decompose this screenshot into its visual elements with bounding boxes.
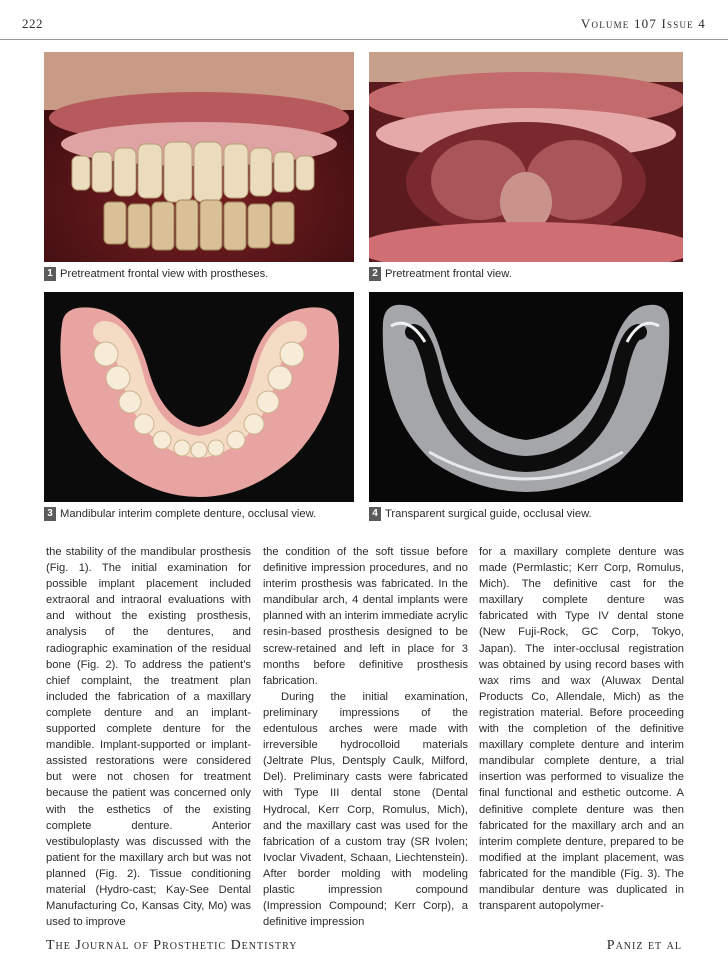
volume-issue: Volume 107 Issue 4 <box>580 16 706 31</box>
figure-1-caption <box>44 267 268 281</box>
paragraph: the condition of the soft tissue before definitive impression procedures, and no interim prosthesis was fabricated. In the mandibular arch, 4 dental implants were planned with an interim immediate acrylic resin-based prosthesis designed to be screw-retained and left in place for 3 months before definitive prosthesis fabrication. <box>263 546 468 687</box>
page-number: 222 <box>22 16 43 31</box>
caption-text: Pretreatment frontal view. <box>385 268 512 280</box>
figure-1-photo <box>44 52 354 262</box>
figure-number-badge: 2 <box>369 267 381 281</box>
figure-number-badge: 3 <box>44 507 56 521</box>
figure-4-caption <box>369 507 592 521</box>
figure-2-photo <box>369 52 683 262</box>
figure-4-photo <box>369 292 683 502</box>
figure-3-caption <box>44 507 316 521</box>
paragraph: the stability of the mandibular prosthesis (Fig. 1). The initial examination for possible implant placement included extraoral and intraoral evaluations with and without the existing prosthesis, analysis of the dentures, and radiographic examination of the residual bone (Fig. 2). To address the patient’s chief complaint, the treatment plan included the fabrication of a maxillary complete denture and an implant-supported complete denture for the mandible. Implant-supported or implant-assisted restorations were considered but were not chosen for treatment because the patient was concerned only with the esthetics of the existing complete denture. Anterior vestibuloplasty was discussed with the patient for the maxillary arch but was not planned (Fig. 2). Tissue conditioning material (Hydro-cast; Kay-See Dental Manufacturing Co, Kansas City, Mo) was used to improve <box>46 546 251 929</box>
caption-text: Pretreatment frontal view with prostheses. <box>60 268 269 280</box>
author-name: Paniz et al <box>606 938 682 953</box>
journal-title: The Journal of Prosthetic Dentistry <box>46 938 298 953</box>
figure-number-badge: 1 <box>44 267 56 281</box>
figure-2-caption <box>369 267 512 281</box>
paragraph: for a maxillary complete denture was made (Permlastic; Kerr Corp, Romulus, Mich). The definitive cast for the maxillary complete denture was fabricated with Type IV dental stone (New Fuji-Rock, GC Corp, Tokyo, Japan). The inter-occlusal registration was obtained by using record bases with wax rims and wax (Aluwax Dental Products Co, Allendale, Mich) as the registration material. Before proceeding with the completion of the definitive maxillary complete denture and interim mandibular complete denture, a trial insertion was performed to visualize the final functional and esthetic outcome. A definitive complete denture was then fabricated for the maxillary arch and an interim complete denture, prepared to be modified at the implant placement, was fabricated for the mandible (Fig. 3). The mandibular denture was duplicated in transparent autopolymer- <box>479 546 684 913</box>
caption-text: Mandibular interim complete denture, occlusal view. <box>60 508 317 520</box>
body-column-2 <box>263 544 468 930</box>
figure-number-badge: 4 <box>369 507 381 521</box>
paragraph: During the initial examination, preliminary impressions of the edentulous arches were made with irreversible hydrocolloid materials (Jeltrate Plus, Dentsply Caulk, Milford, Del). Preliminary casts were fabricated with Type III dental stone (Dental Hydrocal, Kerr Corp, Romulus, Mich), and the maxillary cast was used for the fabrication of a custom tray (SR Ivolen; Ivoclar Vivadent, Schaan, Liechtenstein). After border molding with modeling plastic impression compound (Impression Compound; Kerr Corp), a definitive impression <box>263 690 468 929</box>
body-column-1 <box>46 544 251 930</box>
figure-3-photo <box>44 292 354 502</box>
header-rule <box>0 39 728 40</box>
caption-text: Transparent surgical guide, occlusal view. <box>385 508 592 520</box>
body-column-3 <box>479 544 684 914</box>
